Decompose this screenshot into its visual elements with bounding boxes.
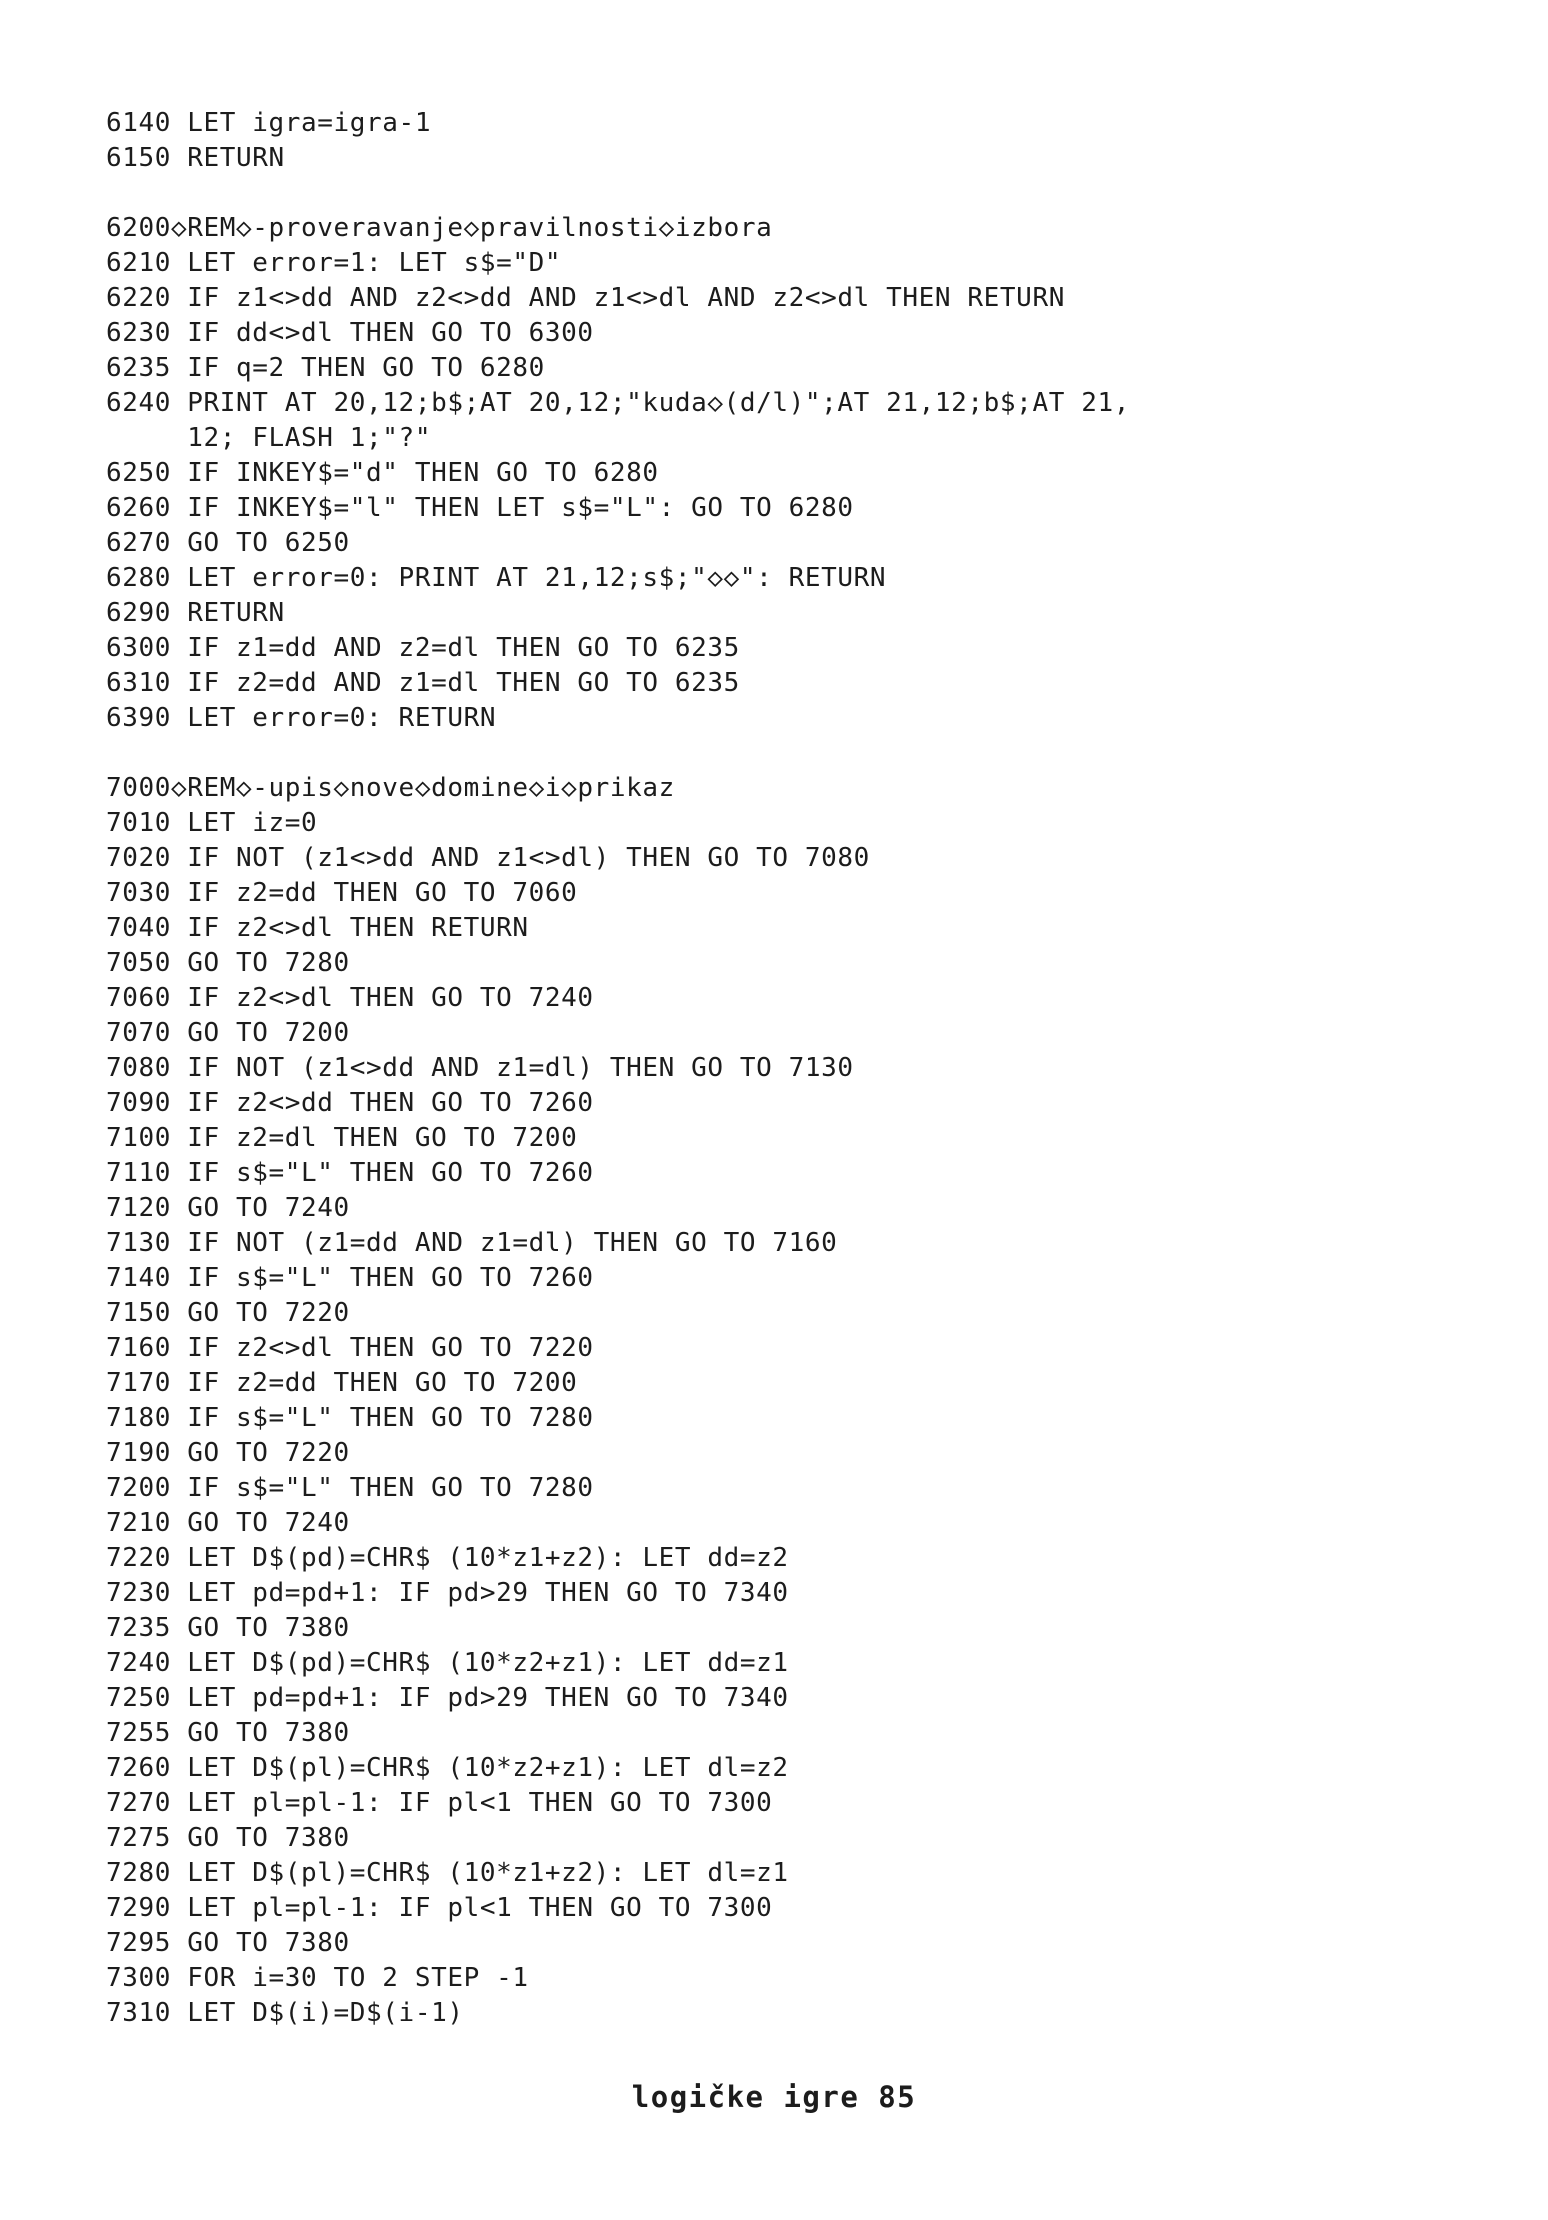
code-block — [106, 771, 1506, 2031]
code-line: 7000◇REM◇-upis◇nove◇domine◇i◇prikaz — [106, 773, 675, 803]
code-line: 7180 IF s$="L" THEN GO TO 7280 — [106, 1403, 594, 1433]
code-line: 6290 RETURN — [106, 598, 285, 628]
code-line: 6220 IF z1<>dd AND z2<>dd AND z1<>dl AND z2<>dl THEN RETURN — [106, 283, 1065, 313]
code-line: 7200 IF s$="L" THEN GO TO 7280 — [106, 1473, 594, 1503]
code-line: 6240 PRINT AT 20,12;b$;AT 20,12;"kuda◇(d/l)";AT 21,12;b$;AT 21, — [106, 388, 1130, 418]
code-line: 6235 IF q=2 THEN GO TO 6280 — [106, 353, 545, 383]
code-block — [106, 211, 1506, 736]
code-line: 7110 IF s$="L" THEN GO TO 7260 — [106, 1158, 594, 1188]
code-line: 7120 GO TO 7240 — [106, 1193, 350, 1223]
code-line: 7040 IF z2<>dl THEN RETURN — [106, 913, 529, 943]
code-line: 7295 GO TO 7380 — [106, 1928, 350, 1958]
code-line: 7150 GO TO 7220 — [106, 1298, 350, 1328]
code-block — [106, 106, 1506, 176]
code-line: 6230 IF dd<>dl THEN GO TO 6300 — [106, 318, 594, 348]
code-line: 6260 IF INKEY$="l" THEN LET s$="L": GO TO 6280 — [106, 493, 854, 523]
code-line: 7190 GO TO 7220 — [106, 1438, 350, 1468]
code-line: 6210 LET error=1: LET s$="D" — [106, 248, 562, 278]
code-line: 7240 LET D$(pd)=CHR$ (10*z2+z1): LET dd=z1 — [106, 1648, 789, 1678]
code-line: 7300 FOR i=30 TO 2 STEP -1 — [106, 1963, 529, 1993]
basic-code-listing — [106, 106, 1506, 2031]
code-line: 7090 IF z2<>dd THEN GO TO 7260 — [106, 1088, 594, 1118]
code-line: 7220 LET D$(pd)=CHR$ (10*z1+z2): LET dd=z2 — [106, 1543, 789, 1573]
code-line: 7280 LET D$(pl)=CHR$ (10*z1+z2): LET dl=z1 — [106, 1858, 789, 1888]
code-line: 6270 GO TO 6250 — [106, 528, 350, 558]
code-line: 6200◇REM◇-proveravanje◇pravilnosti◇izbora — [106, 213, 773, 243]
code-line: 6390 LET error=0: RETURN — [106, 703, 497, 733]
code-line: 6140 LET igra=igra-1 — [106, 108, 432, 138]
code-line: 7255 GO TO 7380 — [106, 1718, 350, 1748]
code-line: 7260 LET D$(pl)=CHR$ (10*z2+z1): LET dl=z2 — [106, 1753, 789, 1783]
code-line: 7230 LET pd=pd+1: IF pd>29 THEN GO TO 7340 — [106, 1578, 789, 1608]
code-line: 7235 GO TO 7380 — [106, 1613, 350, 1643]
code-line: 6150 RETURN — [106, 143, 285, 173]
code-line: 7130 IF NOT (z1=dd AND z1=dl) THEN GO TO 7160 — [106, 1228, 838, 1258]
page-footer: logičke igre 85 — [631, 2080, 917, 2114]
code-line: 6280 LET error=0: PRINT AT 21,12;s$;"◇◇": RETURN — [106, 563, 887, 593]
code-line: 7060 IF z2<>dl THEN GO TO 7240 — [106, 983, 594, 1013]
code-line: 7270 LET pl=pl-1: IF pl<1 THEN GO TO 7300 — [106, 1788, 773, 1818]
code-line: 12; FLASH 1;"?" — [106, 423, 432, 453]
code-line: 7310 LET D$(i)=D$(i-1) — [106, 1998, 464, 2028]
code-line: 7080 IF NOT (z1<>dd AND z1=dl) THEN GO TO 7130 — [106, 1053, 854, 1083]
code-line: 7160 IF z2<>dl THEN GO TO 7220 — [106, 1333, 594, 1363]
code-line: 7010 LET iz=0 — [106, 808, 318, 838]
code-line: 7250 LET pd=pd+1: IF pd>29 THEN GO TO 7340 — [106, 1683, 789, 1713]
code-line: 7020 IF NOT (z1<>dd AND z1<>dl) THEN GO TO 7080 — [106, 843, 870, 873]
code-line: 7100 IF z2=dl THEN GO TO 7200 — [106, 1123, 578, 1153]
code-line: 7140 IF s$="L" THEN GO TO 7260 — [106, 1263, 594, 1293]
code-line: 6250 IF INKEY$="d" THEN GO TO 6280 — [106, 458, 659, 488]
code-line: 6310 IF z2=dd AND z1=dl THEN GO TO 6235 — [106, 668, 740, 698]
code-line: 7170 IF z2=dd THEN GO TO 7200 — [106, 1368, 578, 1398]
code-line: 7050 GO TO 7280 — [106, 948, 350, 978]
code-line: 7210 GO TO 7240 — [106, 1508, 350, 1538]
code-line: 7030 IF z2=dd THEN GO TO 7060 — [106, 878, 578, 908]
code-line: 7290 LET pl=pl-1: IF pl<1 THEN GO TO 7300 — [106, 1893, 773, 1923]
code-line: 7070 GO TO 7200 — [106, 1018, 350, 1048]
code-line: 7275 GO TO 7380 — [106, 1823, 350, 1853]
code-line: 6300 IF z1=dd AND z2=dl THEN GO TO 6235 — [106, 633, 740, 663]
